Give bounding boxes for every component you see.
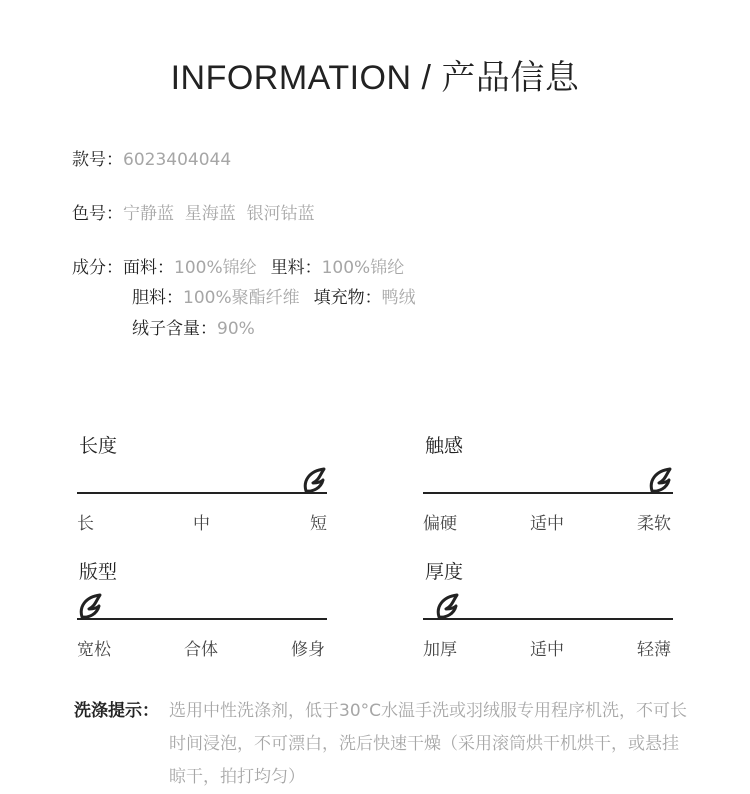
scale-touch — [423, 431, 675, 534]
fabric-label: 面料： — [123, 258, 174, 278]
down-content-value: 90% — [217, 319, 255, 339]
scale-line — [77, 492, 327, 494]
composition-row-1 — [72, 257, 404, 279]
scale-tick-middle: 合体 — [184, 640, 218, 660]
style-number-value: 6023404044 — [123, 150, 232, 170]
scale-tick-middle: 中 — [193, 514, 210, 534]
scale-tick-start: 长 — [77, 514, 94, 534]
scale-length — [77, 431, 329, 534]
page-title: INFORMATION / 产品信息 — [170, 59, 580, 97]
scale-line — [423, 492, 673, 494]
leaf-marker-icon — [303, 467, 327, 493]
scale-thickness — [423, 557, 675, 660]
scale-tick-start: 偏硬 — [423, 514, 457, 534]
filling-value: 鸭绒 — [381, 288, 416, 308]
scale-fit — [77, 557, 329, 660]
color-label: 色号： — [72, 204, 123, 224]
down-content-label: 绒子含量： — [132, 319, 217, 339]
color-row — [72, 203, 315, 225]
lining-label: 里料： — [270, 258, 322, 278]
style-number-row — [72, 149, 231, 171]
scale-line — [423, 618, 673, 620]
scale-tick-end: 短 — [310, 514, 327, 534]
inner-label: 胆料： — [132, 288, 183, 308]
scale-line — [77, 618, 327, 620]
leaf-marker-icon — [649, 467, 673, 493]
scale-tick-start: 加厚 — [423, 640, 457, 660]
scale-title: 长度 — [79, 435, 118, 457]
leaf-marker-icon — [79, 593, 103, 619]
filling-label: 填充物： — [313, 288, 382, 308]
scale-tick-middle: 适中 — [530, 514, 564, 534]
scale-tick-end: 轻薄 — [637, 640, 671, 660]
inner-value: 100%聚酯纤维 — [183, 288, 300, 308]
color-value: 宁静蓝 星海蓝 银河钴蓝 — [123, 204, 315, 224]
care-label: 洗涤提示： — [74, 701, 159, 721]
style-number-label: 款号： — [72, 150, 123, 170]
scale-title: 厚度 — [425, 561, 464, 583]
scale-title: 版型 — [79, 561, 118, 583]
composition-label: 成分： — [72, 258, 123, 278]
scale-tick-end: 柔软 — [637, 514, 671, 534]
scale-tick-end: 修身 — [291, 640, 325, 660]
fabric-value: 100%锦纶 — [174, 258, 257, 278]
leaf-marker-icon — [436, 593, 460, 619]
scale-title: 触感 — [425, 435, 464, 457]
composition-row-2 — [132, 287, 416, 309]
care-text: 选用中性洗涤剂，低于30°C水温手洗或羽绒服专用程序机洗，不可长时间浸泡，不可漂白，洗后快速干燥（采用滚筒烘干机烘干，或悬挂晾干，拍打均匀） — [169, 701, 688, 787]
scale-tick-start: 宽松 — [77, 640, 111, 660]
lining-value: 100%锦纶 — [321, 258, 405, 278]
composition-row-3 — [132, 318, 255, 340]
scale-tick-middle: 适中 — [530, 640, 564, 660]
